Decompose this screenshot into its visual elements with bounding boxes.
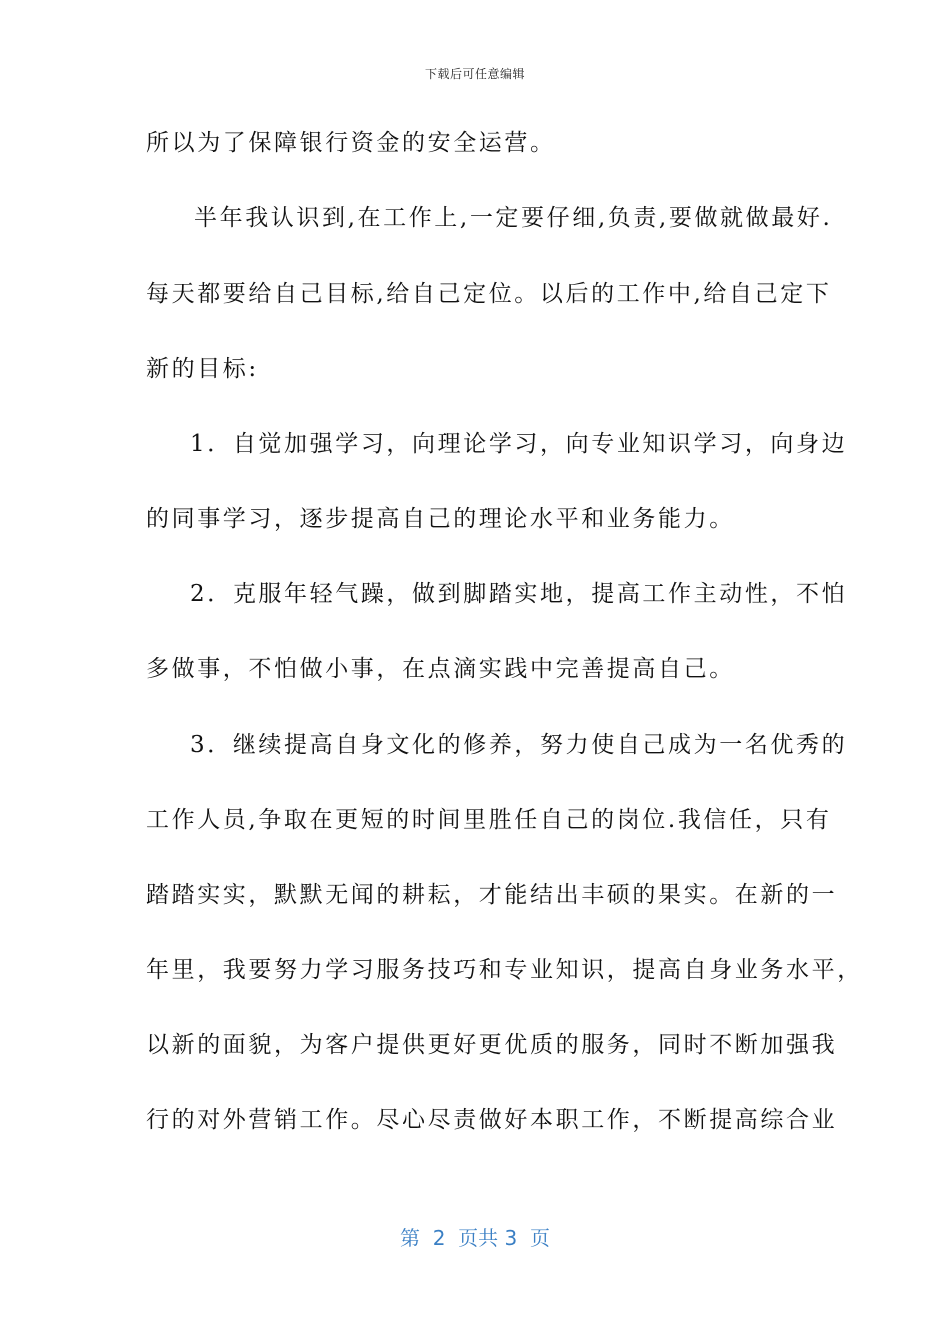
page-header-note: 下载后可任意编辑 — [424, 67, 525, 81]
body-line: 年里，我要努力学习服务技巧和专业知识，提高自身业务水平， — [146, 957, 863, 983]
body-line: 踏踏实实，默默无闻的耕耘，才能结出丰硕的果实。在新的一 — [146, 882, 838, 908]
body-line: 1．自觉加强学习，向理论学习，向专业知识学习，向身边 — [190, 431, 848, 457]
body-line: 半年我认识到,在工作上,一定要仔细,负责,要做就做最好. — [194, 205, 833, 231]
body-line: 3．继续提高自身文化的修养，努力使自己成为一名优秀的 — [190, 732, 848, 758]
body-line: 工作人员,争取在更短的时间里胜任自己的岗位.我信任，只有 — [146, 807, 832, 833]
body-line: 行的对外营销工作。尽心尽责做好本职工作，不断提高综合业 — [146, 1107, 838, 1133]
body-line: 每天都要给自己目标,给自己定位。以后的工作中,给自己定下 — [146, 281, 832, 307]
body-line: 多做事，不怕做小事，在点滴实践中完善提高自己。 — [146, 656, 735, 682]
body-line: 2．克服年轻气躁，做到脚踏实地，提高工作主动性，不怕 — [190, 581, 848, 607]
body-line: 的同事学习，逐步提高自己的理论水平和业务能力。 — [146, 506, 735, 532]
body-line: 新的目标: — [146, 356, 259, 382]
body-line: 所以为了保障银行资金的安全运营。 — [146, 130, 556, 156]
body-line: 以新的面貌，为客户提供更好更优质的服务，同时不断加强我 — [146, 1032, 838, 1058]
page-number-indicator: 第 2 页共 3 页 — [400, 1226, 550, 1250]
